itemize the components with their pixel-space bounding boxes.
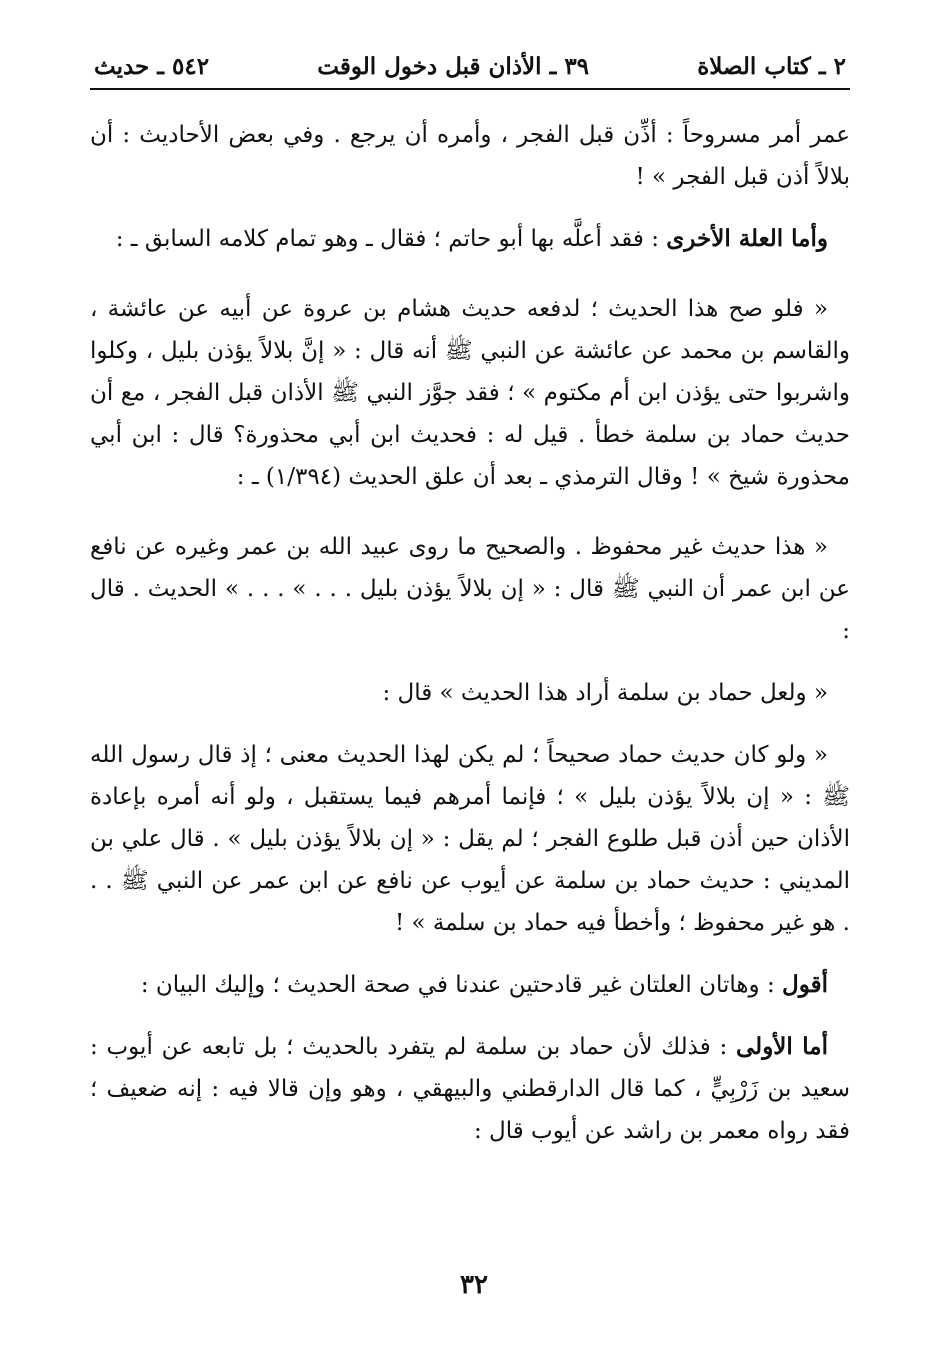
paragraph-lead: أما الأولى [736,1033,828,1060]
header-chapter: ٢ ـ كتاب الصلاة [697,53,846,80]
quotation: « هذا حديث غير محفوظ . والصحيح ما روى عبيد الله بن عمر وغيره عن نافع عن ابن عمر أن النبي ﷺ قال : « إن بلالاً يؤذن بليل . . . » . . . » الحديث . قال : [90,534,850,644]
paragraph-text: : فقد أعلَّه بها أبو حاتم ؛ فقال ـ وهو تمام كلامه السابق ـ : [115,226,667,252]
paragraph [90,964,850,1006]
paragraph-lead: أقول [782,971,828,998]
paragraph-lead: وأما العلة الأخرى [666,225,828,252]
header-hadith-number: ٥٤٢ ـ حديث [94,53,210,80]
quotation: « ولو كان حديث حماد صحيحاً ؛ لم يكن لهذا الحديث معنى ؛ إذ قال رسول الله ﷺ : « إن بلالاً يؤذن بليل » ؛ فإنما أمرهم فيما يستقبل ، ولو أنه أمره بإعادة الأذان حين أذن قبل طلوع الفجر ؛ لم يقل : « إن بلالاً يؤذن بليل » . قال علي بن المديني : حديث حماد بن سلمة عن أيوب عن نافع عن ابن عمر عن النبي ﷺ . . . هو غير محفوظ ؛ وأخطأ فيه حماد بن سلمة » ! [90,742,850,936]
page-body [90,114,850,1152]
paragraph-text: : وهاتان العلتان غير قادحتين عندنا في صحة الحديث ؛ وإليك البيان : [140,972,783,998]
paragraph [90,218,850,260]
page-number: ٣٢ [460,1270,488,1300]
paragraph-text: : فذلك لأن حماد بن سلمة لم يتفرد بالحديث ؛ بل تابعه عن أيوب : سعيد بن زَرْبِيٍّ ، كما قال الدارقطني والبيهقي ، وهو وإن قالا فيه : إنه ضعيف ؛ فقد رواه معمر بن راشد عن أيوب قال : [90,1034,850,1144]
running-header [90,50,850,90]
quotation: « ولعل حماد بن سلمة أراد هذا الحديث » قال : [382,680,828,706]
quotation: « فلو صح هذا الحديث ؛ لدفعه حديث هشام بن عروة عن أبيه عن عائشة ، والقاسم بن محمد عن عائشة عن النبي ﷺ أنه قال : « إنَّ بلالاً يؤذن بليل ، وكلوا واشربوا حتى يؤذن ابن أم مكتوم » ؛ فقد جوَّز النبي ﷺ الأذان قبل الفجر ، مع أن حديث حماد بن سلمة خطأ . قيل له : فحديث ابن أبي محذورة؟ قال : ابن أبي محذورة شيخ » ! وقال الترمذي ـ بعد أن علق الحديث (١/٣٩٤) ـ : [90,296,850,490]
paragraph: عمر أمر مسروحاً : أذِّن قبل الفجر ، وأمره أن يرجع . وفي بعض الأحاديث : أن بلالاً أذن قبل الفجر » ! [90,122,850,190]
page [90,50,850,1152]
header-section: ٣٩ ـ الأذان قبل دخول الوقت [317,53,590,80]
paragraph [90,1026,850,1152]
